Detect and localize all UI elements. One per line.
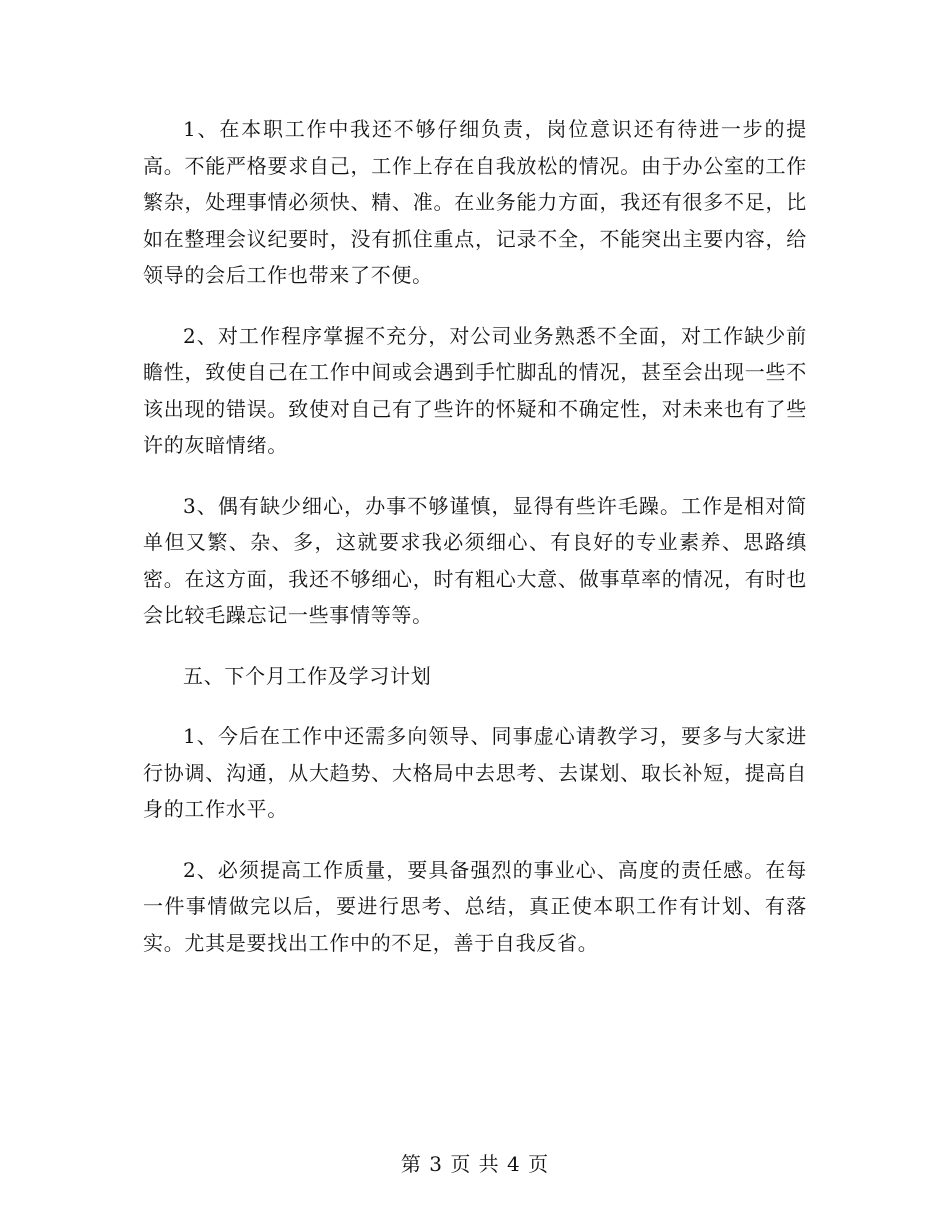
paragraph-3: 3、偶有缺少细心，办事不够谨慎，显得有些许毛躁。工作是相对简单但又繁、杂、多，这就要求我必须细心、有良好的专业素养、思路缜密。在这方面，我还不够细心，时有粗心大意、做事草率的情况，有时也会比较毛躁忘记一些事情等等。 bbox=[143, 493, 807, 627]
paragraph-2: 2、对工作程序掌握不充分，对公司业务熟悉不全面，对工作缺少前瞻性，致使自己在工作中间或会遇到手忙脚乱的情况，甚至会出现一些不该出现的错误。致使对自己有了些许的怀疑和不确定性，对未来也有了些许的灰暗情绪。 bbox=[143, 323, 807, 457]
plan-paragraph-2: 2、必须提高工作质量，要具备强烈的事业心、高度的责任感。在每一件事情做完以后，要进行思考、总结，真正使本职工作有计划、有落实。尤其是要找出工作中的不足，善于自我反省。 bbox=[143, 857, 807, 955]
page-number-label: 第 3 页 共 4 页 bbox=[400, 1152, 550, 1176]
section-heading: 五、下个月工作及学习计划 bbox=[183, 663, 432, 688]
paragraph-1: 1、在本职工作中我还不够仔细负责，岗位意识还有待进一步的提高。不能严格要求自己，工作上存在自我放松的情况。由于办公室的工作繁杂，处理事情必须快、精、准。在业务能力方面，我还有很多不足，比如在整理会议纪要时，没有抓住重点，记录不全，不能突出主要内容，给领导的会后工作也带来了不便。 bbox=[143, 117, 807, 287]
document-body bbox=[143, 111, 807, 985]
page-footer bbox=[0, 1148, 950, 1177]
plan-paragraph-1: 1、今后在工作中还需多向领导、同事虚心请教学习，要多与大家进行协调、沟通，从大趋势、大格局中去思考、去谋划、取长补短，提高自身的工作水平。 bbox=[143, 724, 807, 821]
